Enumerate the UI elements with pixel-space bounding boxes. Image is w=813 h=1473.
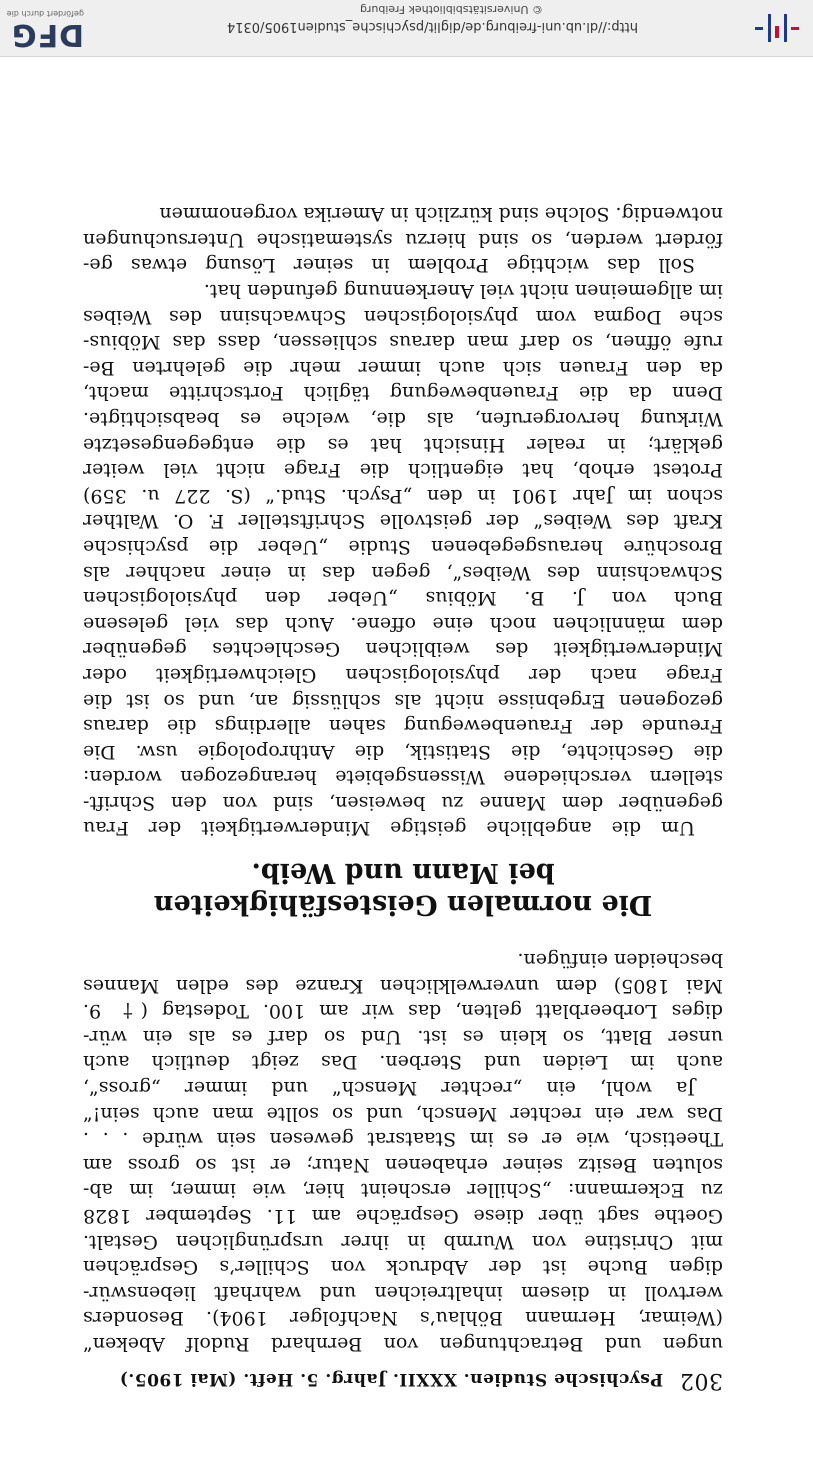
text-line: im allgemeinen nicht viel Anerkennung gefunden hat. (203, 280, 723, 303)
text-line: stellern verschiedene Wissensgebiete herangezogen worden: (83, 766, 723, 789)
text-line: dem männlichen noch eine offene. Auch das viel gelesene (83, 612, 723, 635)
article-heading-line-2: bei Mann und Weib. (251, 857, 555, 889)
text-line: Ja wohl, ein „rechter Mensch“ und immer „gross“, (83, 1077, 695, 1100)
library-credit: © Universitätsbibliothek Freiburg (360, 3, 543, 16)
text-line: diges Lorbeerblatt gelten, das wir am 100. Todestag († 9. (83, 1000, 723, 1023)
university-logo-icon (751, 10, 801, 46)
text-line: Das war ein rechter Mensch, und so sollte man auch sein!“ (83, 1102, 723, 1125)
text-line: digen Buche ist der Abdruck von Schiller’s Gesprächen (83, 1256, 723, 1279)
text-line: Buch von J. B. Möbius „Ueber den physiologischen (83, 587, 723, 610)
text-line: Theetisch, wie er es im Staatsrat gewesen sein würde . . . (83, 1128, 723, 1151)
text-line: geklärt; in realer Hinsicht hat es die entgegengesetzte (83, 433, 723, 456)
paragraph-schiller (83, 947, 723, 1357)
text-line: Wirkung hervorgerufen, als die, welche es beabsichtigte. (83, 408, 723, 430)
page-content (83, 201, 723, 1393)
text-line: rufe öffnen, so darf man daraus schliessen, dass das Möbius- (83, 331, 723, 354)
viewer-footer (0, 0, 813, 57)
text-line: da den Frauen sich auch immer mehr die gelehrten Be- (83, 356, 723, 379)
dfg-sub-text: gefördert durch die (6, 9, 84, 18)
text-line: Mai 1805) dem unverwelklichen Kranze des edlen Mannes (83, 974, 723, 997)
text-line: gezogenen Ergebnisse nicht als schlüssig an, und so ist die (83, 689, 723, 712)
text-line: Minderwertigkeit des weiblichen Geschlechtes gegenüber (83, 638, 723, 661)
text-line: mit Christine von Wurmb in ihrer ursprünglichen Gestalt. (83, 1230, 723, 1253)
text-line: Freunde der Frauenbewegung sahen allerdings die daraus (83, 715, 723, 738)
text-line: soluten Besitz seiner erhabenen Natur; er ist so gross am (83, 1153, 723, 1176)
text-line: wertvoll in diesem inhaltreichen und wahrhaft liebenswür- (83, 1281, 723, 1304)
text-line: bescheiden einfügen. (517, 949, 723, 972)
text-line: unser Blatt, so klein es ist. Und so darf es als ein wür- (83, 1025, 723, 1048)
text-line: Denn da die Frauenbewegung täglich Fortschritte macht, (83, 382, 723, 405)
document-url[interactable]: http://dl.ub.uni-freiburg.de/diglit/psychische_studien1905/0314 (226, 19, 638, 34)
text-line: Kraft des Weibes“ der geistvolle Schriftsteller F. O. Walther (83, 510, 723, 533)
text-line: Soll das wichtige Problem in seiner Lösung etwas ge- (83, 254, 695, 277)
dfg-logo (4, 4, 84, 50)
text-line: Um die angebliche geistige Minderwertigkeit der Frau (83, 817, 695, 840)
text-line: Broschüre herausgegebenen Studie „Ueber die psychische (83, 535, 723, 558)
text-line: Protest erhob, hat eigentlich die Frage nicht viel weiter (83, 459, 723, 482)
text-line: ungen und Betrachtungen von Bernhard Rudolf Abeken“ (83, 1333, 723, 1355)
text-line: Frage nach der physiologischen Gleichwertigkeit oder (83, 663, 723, 686)
article-heading (83, 857, 723, 921)
text-line: sche Dogma vom physiologischen Schwachsinn des Weibes (83, 305, 723, 328)
text-line: Schwachsinn des Weibes“, gegen das in einer nachher als (83, 561, 723, 584)
page-number: 302 (679, 1368, 723, 1393)
text-line: zu Eckermann: „Schiller erscheint hier, wie immer, im ab- (83, 1179, 723, 1202)
running-title: Psychische Studien. XXXII. Jahrg. 5. Heft. (Mai 1905.) (119, 1369, 664, 1389)
text-line: auch im Leiden und Sterben. Das zeigt deutlich auch (83, 1051, 723, 1074)
text-line: notwendig. Solche sind kürzlich in Amerika vorgenommen (159, 203, 723, 226)
text-line: fördert werden, so sind hierzu systematische Untersuchungen (83, 228, 723, 251)
text-line: Goethe sagt über diese Gespräche am 11. September 1828 (83, 1205, 723, 1228)
paragraph-problem (83, 201, 723, 278)
dfg-logo-text: DFG (10, 17, 84, 52)
article-heading-line-1: Die normalen Geistesfähigkeiten (153, 889, 653, 921)
text-line: gegenüber dem Manne zu beweisen, sind von den Schrift- (83, 791, 723, 814)
text-line: schon im Jahr 1901 in den „Psych. Stud.“ (S. 227 u. 359) (83, 484, 723, 507)
paragraph-intro (83, 277, 723, 840)
text-line: (Weimar, Hermann Böhlau’s Nachfolger 1904). Besonders (83, 1307, 723, 1330)
running-head (83, 1368, 723, 1393)
text-line: die Geschichte, die Statistik, die Anthropologie usw. Die (83, 740, 723, 763)
